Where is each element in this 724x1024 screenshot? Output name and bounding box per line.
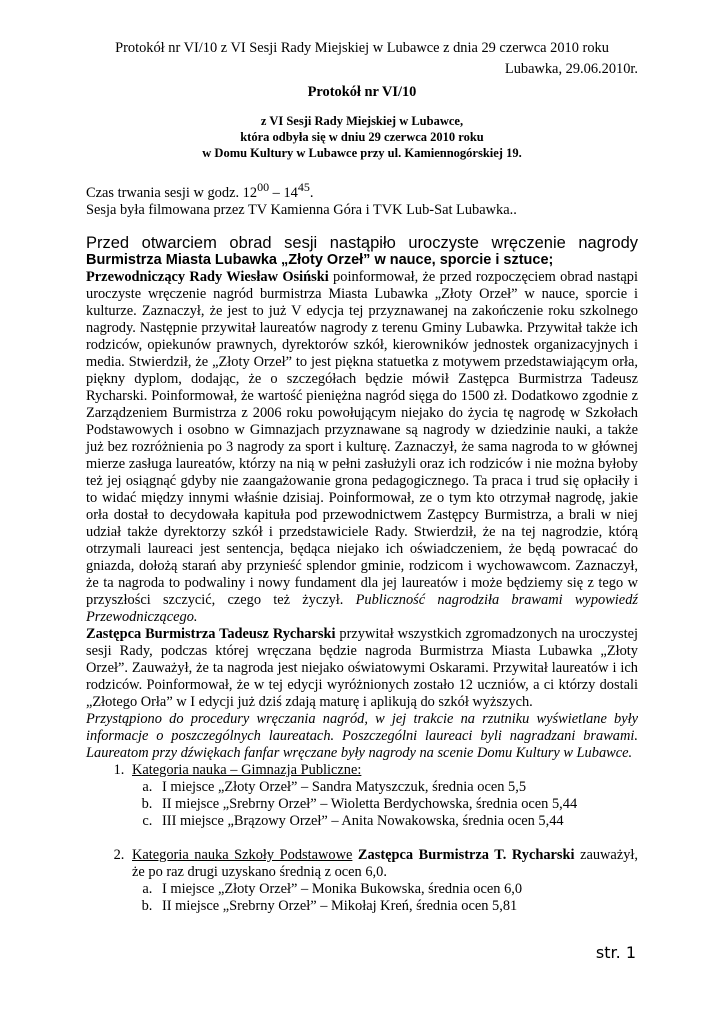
document-page	[86, 40, 638, 915]
italic-note: Publiczność nagrodziła brawami wypowiedź Przewodniczącego.	[86, 591, 638, 625]
category-item: 2. Kategoria nauka Szkoły Podstawowe Zastępca Burmistrza T. Rycharski zauważył, że po raz drugi uzyskano średnią z ocen 6,0. a. I miejsce „Złoty Orzeł” – Monika Bukowska, średnia ocen 6,0 b. II miejsce „Srebrny Orzeł” – Mikołaj Kreń, średnia ocen 5,81	[128, 847, 638, 915]
speaker-name: Przewodniczący Rady Wiesław Osiński	[86, 268, 329, 285]
session-meta	[86, 179, 638, 219]
subtitle-line: w Domu Kultury w Lubawce przy ul. Kamiennogórskiej 19.	[202, 146, 522, 160]
end-minutes: 45	[297, 180, 310, 194]
paragraph-deputy-mayor: Zastępca Burmistrza Tadeusz Rycharski przywitał wszystkich zgromadzonych na uroczystej sesji Rady, podczas której wręczana będzie nagroda Burmistrza Miasta Lubawka „Złoty Orzeł”. Zauważył, że ta nagroda jest niejako oświatowymi Oskarami. Przywitał laureatów i ich rodziców. Poinformował, że w tej edycji wyróżnionych zostało 12 uczniów, a ci którzy dostali „Złotego Orła” w I edycji już dziś zdają maturę i aplikują do szkół wyższych.	[86, 625, 638, 710]
winner-item: b. II miejsce „Srebrny Orzeł” – Mikołaj Kreń, średnia ocen 5,81	[156, 898, 638, 915]
winner-item: b. II miejsce „Srebrny Orzeł” – Wioletta Berdychowska, średnia ocen 5,44	[156, 796, 638, 813]
document-date: Lubawka, 29.06.2010r.	[504, 61, 638, 77]
speaker-name: Zastępca Burmistrza Tadeusz Rycharski	[86, 625, 336, 642]
winner-item: a. I miejsce „Złoty Orzeł” – Monika Bukowska, średnia ocen 6,0	[156, 881, 638, 898]
winners-list	[132, 881, 638, 915]
speaker-name: Zastępca Burmistrza T. Rycharski	[352, 846, 575, 863]
paragraph-chairman: Przewodniczący Rady Wiesław Osiński poinformował, że przed rozpoczęciem obrad nastąpi uroczyste wręczenie nagród burmistrza Miasta Lubawka „Złoty Orzeł” w nauce, sporcie i kulturze. Zaznaczył, że jest to już V edycja tej przyznawanej na zakończenie roku szkolnego nagrody. Następnie przywitał laureatów nagrody z terenu Gminy Lubawka. Przywitał także ich rodziców, opiekunów prawnych, dyrektorów szkół, kierowników jednostek organizacyjnych i media. Stwierdził, że „Złoty Orzeł” to jest piękna statuetka z motywem przedstawiającym orła, piękny dyplom, dodając, że o szczegółach będzie mówił Zastępca Burmistrza Tadeusz Rycharski. Poinformował, że wartość pieniężna nagród sięga do 1500 zł. Dodatkowo zgodnie z Zarządzeniem Burmistrza z 2006 roku powołującym niejako do życia tę nagrodę w Szkołach Podstawowych i osobno w Gimnazjach przyznawane są nagrody w dziedzinie nauki, a także już bez rozróżnienia po 3 nagrody za sport i kulturę. Zaznaczył, że sama nagroda to w głównej mierze zasługa laureatów, którzy na nią w pełni zasłużyli oraz ich rodziców i nie można byłoby też jej osiągnąć gdyby nie zaangażowanie grona pedagogicznego. Ta praca i trud się opłaciły i to widać między innymi właśnie dzisiaj. Poinformował, ze o tym kto otrzymał nagrodę, jakie orła dostał to decydowała kapituła pod przewodnictwem Zastępcy Burmistrza, a brali w niej udział także dyrektorzy szkół i przedstawiciele Rady. Stwierdził, że na tej nagrodzie, którą otrzymali laureaci jest sentencja, będąca niejako ich oświadczeniem, że będą powracać do gniazda, dołożą starań aby przynieść splendor gminie, rodzicom i wychowawcom. Zaznaczył, że ta nagroda to podwaliny i nowy fundament dla jej laureatów i może będziemy się z tego w przyszłości szczycić, czego też życzył. Publiczność nagrodziła brawami wypowiedź Przewodniczącego.	[86, 268, 638, 625]
recording-note: Sesja była filmowana przez TV Kamienna Góra i TVK Lub-Sat Lubawka..	[86, 201, 517, 218]
category-title: Kategoria nauka – Gimnazja Publiczne:	[132, 761, 362, 778]
subtitle-line: która odbyła się w dniu 29 czerwca 2010 roku	[240, 130, 484, 144]
award-categories	[86, 762, 638, 915]
protocol-body	[86, 269, 638, 762]
winners-list	[132, 779, 638, 830]
category-item	[128, 762, 638, 847]
running-header: Protokół nr VI/10 z VI Sesji Rady Miejskiej w Lubawce z dnia 29 czerwca 2010 roku	[115, 40, 609, 56]
subtitle-line: z VI Sesji Rady Miejskiej w Lubawce,	[260, 114, 464, 128]
spacer	[132, 830, 638, 847]
paragraph-procedure: Przystąpiono do procedury wręczania nagród, w jej trakcie na rzutniku wyświetlane były informacje o poszczególnych laureatach. Poszczególni laureaci byli nagradzani brawami. Laureatom przy dźwiękach fanfar wręczane były nagrody na scenie Domu Kultury w Lubawce.	[86, 710, 638, 761]
document-title: Protokół nr VI/10	[307, 84, 417, 100]
start-minutes: 00	[257, 180, 270, 194]
session-duration: Czas trwania sesji w godz. $12^{00} - 14^{45}$.	[86, 180, 314, 201]
section-heading: Przed otwarciem obrad sesji nastąpiło uroczyste wręczenie nagrody	[86, 233, 638, 252]
page-number: str. 1	[595, 943, 636, 962]
winner-item: a. I miejsce „Złoty Orzeł” – Sandra Matyszczuk, średnia ocen 5,5	[156, 779, 638, 796]
document-subtitle	[86, 113, 638, 161]
section-subheading: Burmistrza Miasta Lubawka „Złoty Orzeł” w nauce, sporcie i sztuce;	[86, 251, 554, 268]
winner-item: c. III miejsce „Brązowy Orzeł” – Anita Nowakowska, średnia ocen 5,44	[156, 813, 638, 830]
category-title: Kategoria nauka Szkoły Podstawowe	[132, 846, 353, 863]
